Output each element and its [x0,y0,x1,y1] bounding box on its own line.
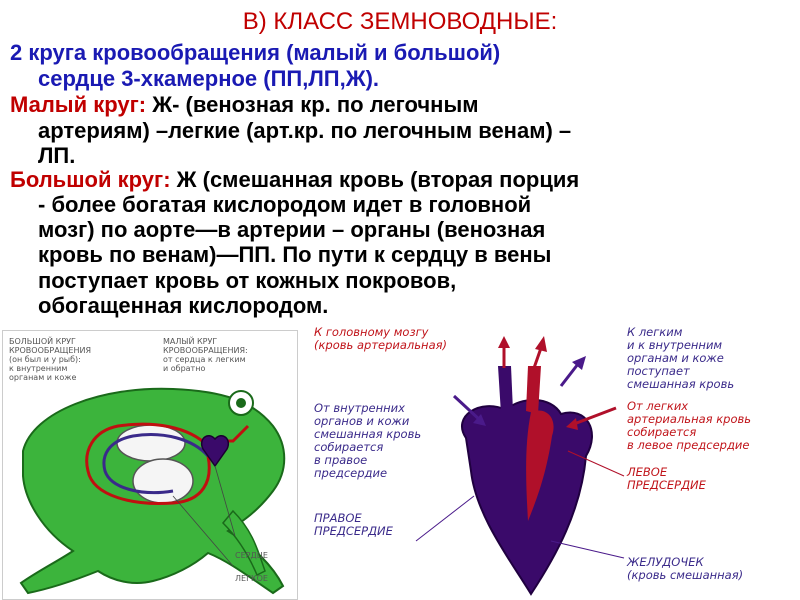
arrow-to-brain-right [534,348,541,368]
lung-caption: ЛЕГКОЕ [235,574,268,583]
label-right-atrium: ПРАВОЕ ПРЕДСЕРДИЕ [314,511,393,538]
lung-upper [117,425,185,461]
arrowhead-brain-right [535,336,547,352]
label-to-brain: К головному мозгу (кровь артериальная) [314,325,448,352]
label-from-lungs: От легких артериальная кровь собирается в левое предсердие [627,399,752,452]
small-circle-colon: : [138,92,147,117]
slide-title: В) КЛАСС ЗЕМНОВОДНЫЕ: [242,8,558,35]
big-circle-line [10,167,579,193]
label-left-atrium: ЛЕВОЕ ПРЕДСЕРДИЕ [627,465,706,492]
small-circle-text: Ж- (венозная кр. по легочным [146,92,479,117]
small-circle-term: Малый круг [10,92,139,117]
small-circle-line [10,92,479,118]
lung-lower [133,459,193,503]
label-to-lungs-skin: К легким и к внутренним органам и коже поступает смешанная кровь [627,325,735,391]
big-circle-line-5: поступает кровь от кожных покровов, [38,268,457,293]
big-circle-text: Ж (смешанная кровь (вторая порция [170,167,580,192]
big-circle-line-6: обогащенная кислородом. [38,293,329,318]
arrowhead-brain-left [498,336,510,348]
big-circle-line-2: - более богатая кислородом идет в головной [38,192,532,217]
frog-figure [2,330,298,600]
big-circle-line-4: кровь по венам)—ПП. По пути к сердцу в вены [38,242,552,267]
heart-caption: СЕРДЦЕ [235,551,268,560]
small-circle-line-3: ЛП. [38,143,76,168]
frog-pupil [236,398,246,408]
small-circle-line-2: артериям) –легкие (арт.кр. по легочным венам) – [38,118,572,143]
arrow-to-lungs [561,364,578,386]
circles-count-line: 2 круга кровообращения (малый и большой) [10,40,501,65]
big-circle-term: Большой круг [10,167,164,192]
small-circle-caption: МАЛЫЙ КРУГ КРОВООБРАЩЕНИЯ: от сердца к легким и обратно [163,337,248,373]
heart-chambers-line: сердце 3-хкамерное (ПП,ЛП,Ж). [38,66,380,91]
label-ventricle: ЖЕЛУДОЧЕК (кровь смешанная) [627,555,744,582]
big-circle-caption: БОЛЬШОЙ КРУГ КРОВООБРАЩЕНИЯ (он был и у рыб): к внутренним органам и коже [9,337,92,382]
leader-right-atrium [416,496,474,541]
leader-ventricle [551,541,624,558]
big-circle-colon: : [163,167,171,192]
big-circle-line-3: мозг) по аорте—в артерии – органы (венозная [38,217,546,242]
label-from-organs: От внутренних органов и кожи смешанная кровь собирается в правое предсердие [314,401,422,480]
